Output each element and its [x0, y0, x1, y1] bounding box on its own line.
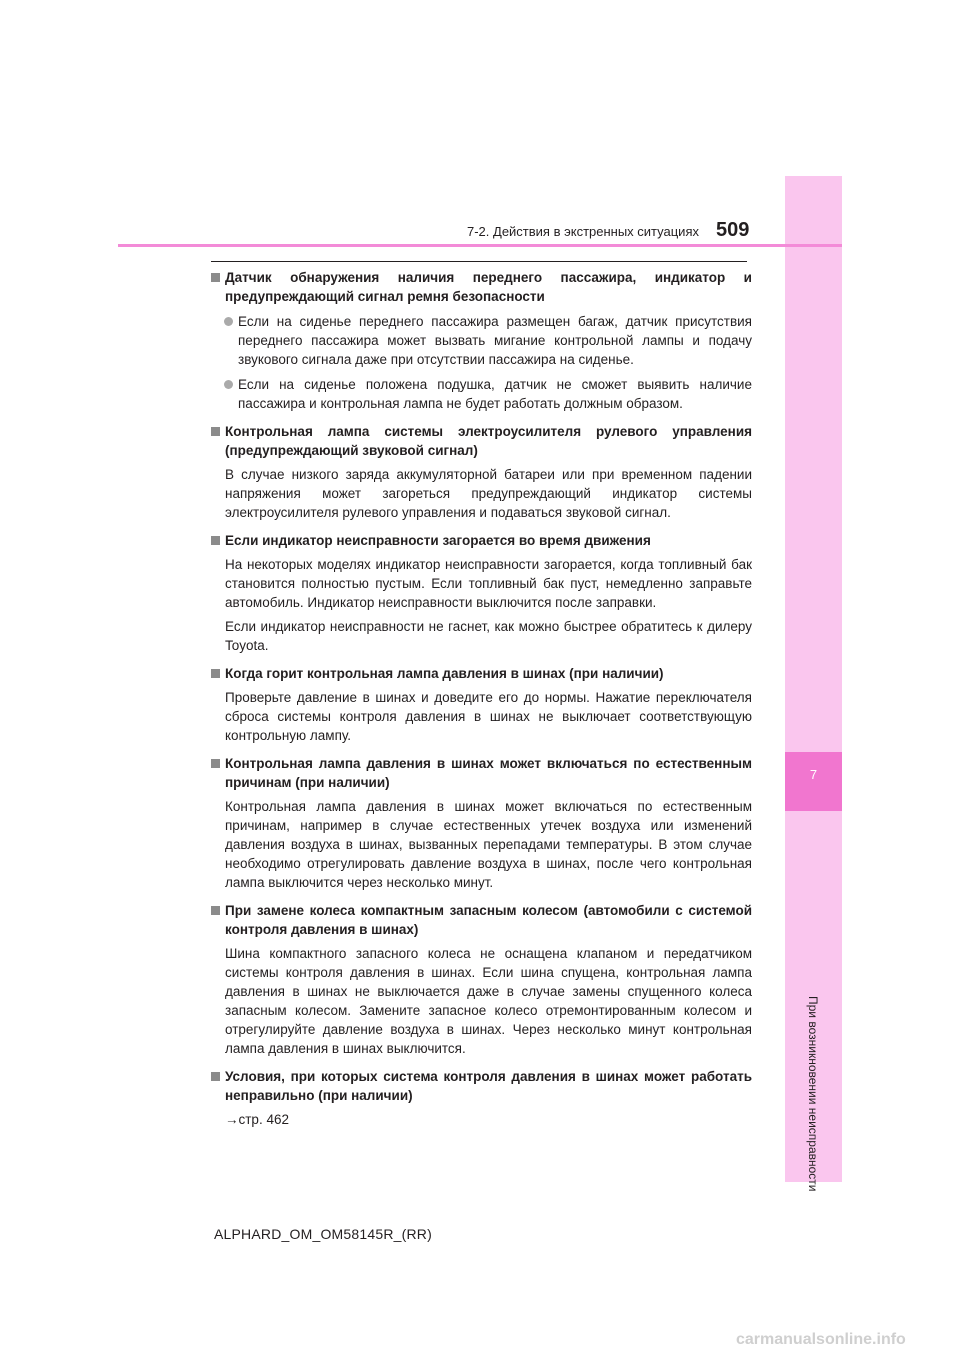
- heading-seat-sensor: Датчик обнаружения наличия переднего пассажира, индикатор и предупреждающий сигнал ремня безопасности: [211, 268, 752, 306]
- heading-eps-lamp: Контрольная лампа системы электроусилителя рулевого управления (предупреждающий звуковой сигнал): [211, 422, 752, 460]
- paragraph-contact-dealer: Если индикатор неисправности не гаснет, как можно быстрее обратитесь к дилеру Toyota.: [225, 619, 752, 653]
- paragraph-natural-causes: Контрольная лампа давления в шинах может включаться по естественным причинам, например в случае естественных утечек воздуха или изменений давления воздуха в шинах, вызванных перепадами температуры. В этом случае необходимо отрегулировать давление воздуха в шинах, после чего контрольная лампа выключится через несколько минут.: [225, 799, 752, 890]
- chapter-title: При возникновении неисправности: [806, 996, 820, 1192]
- chapter-number: 7: [785, 752, 842, 811]
- watermark: carmanualsonline.info: [736, 1331, 906, 1348]
- page-content: [211, 268, 752, 1129]
- paragraph-check-pressure: Проверьте давление в шинах и доведите его до нормы. Нажатие переключателя сброса системы контроля давления в шинах не выключает соответствующую контрольную лампу.: [225, 690, 752, 743]
- document-code: ALPHARD_OM_OM58145R_(RR): [214, 1226, 432, 1242]
- paragraph-fuel-empty: На некоторых моделях индикатор неисправности загорается, когда топливный бак становится полностью пустым. Если топливный бак пуст, немедленно заправьте автомобиль. Индикатор неисправности выключится после заправки.: [225, 557, 752, 610]
- heading-tire-pressure-lamp: Когда горит контрольная лампа давления в шинах (при наличии): [211, 664, 752, 683]
- bullet-luggage: Если на сиденье переднего пассажира размещен багаж, датчик присутствия переднего пассажира может вызвать мигание контрольной лампы и подачу звукового сигнала даже при отсутствии пассажира на сиденье.: [211, 312, 752, 369]
- bullet-cushion: Если на сиденье положена подушка, датчик не сможет выявить наличие пассажира и контрольная лампа не будет работать должным образом.: [211, 375, 752, 413]
- paragraph-compact-spare: Шина компактного запасного колеса не оснащена клапаном и передатчиком системы контроля давления в шинах. Если шина спущена, контрольная лампа давления в шинах не выключается даже в случае замены спущенного колеса запасным колесом. Замените запасное колесо отремонтированным колесом и отрегулируйте давление воздуха в шинах. Через несколько минут контрольная лампа давления в шинах выключится.: [225, 946, 752, 1056]
- page-number: 509: [716, 219, 750, 241]
- heading-malfunction-indicator: Если индикатор неисправности загорается во время движения: [211, 531, 752, 550]
- header-rule: [118, 244, 842, 247]
- paragraph-eps: В случае низкого заряда аккумуляторной батареи или при временном падении напряжения может загореться предупреждающий индикатор системы электроусилителя рулевого управления и подаваться звуковой сигнал.: [225, 467, 752, 520]
- heading-compact-spare: При замене колеса компактным запасным колесом (автомобили с системой контроля давления в шинах): [211, 901, 752, 939]
- heading-malfunction-conditions: Условия, при которых система контроля давления в шинах может работать неправильно (при наличии): [211, 1067, 752, 1105]
- heading-natural-causes: Контрольная лампа давления в шинах может включаться по естественным причинам (при наличии): [211, 754, 752, 792]
- page-reference-link[interactable]: →стр. 462: [225, 1112, 289, 1127]
- content-top-rule: [211, 261, 747, 262]
- section-title: 7-2. Действия в экстренных ситуациях: [467, 224, 699, 239]
